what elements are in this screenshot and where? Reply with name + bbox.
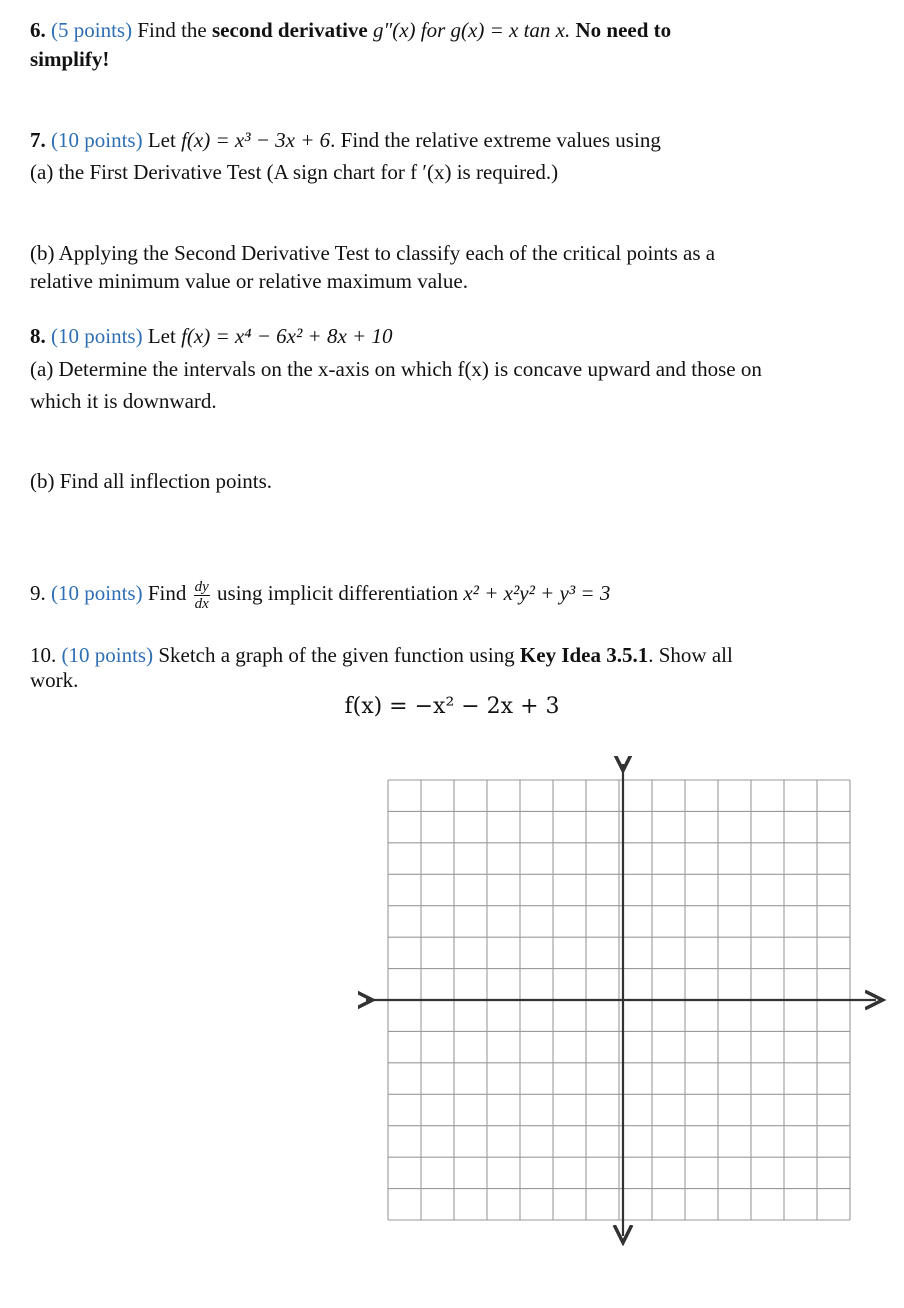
q10-text2: . Show all xyxy=(648,643,733,667)
q6-number: 6. xyxy=(30,18,46,42)
q8-function: f(x) = x⁴ − 6x² + 8x + 10 xyxy=(181,324,393,348)
q6-points: (5 points) xyxy=(51,18,133,42)
q9-find: Find xyxy=(147,581,187,605)
q10-function: f(x) = −x² − 2x + 3 xyxy=(344,694,560,719)
q9-frac-numerator: dy xyxy=(194,578,209,595)
q6-line1 xyxy=(30,18,671,42)
q8-points: (10 points) xyxy=(51,324,143,348)
q10-line1 xyxy=(30,643,733,667)
q7-points: (10 points) xyxy=(51,128,143,152)
q9-dy-dx-fraction xyxy=(194,579,210,612)
q10-points: (10 points) xyxy=(61,643,154,667)
coordinate-grid[interactable] xyxy=(358,756,888,1251)
q8-part-b: (b) Find all inflection points. xyxy=(30,469,273,493)
q7-part-a: (a) the First Derivative Test (A sign chart for f ′(x) is required.) xyxy=(30,160,559,184)
q9-equation: x² + x²y² + y³ = 3 xyxy=(463,581,611,605)
q7-rest: . Find the relative extreme values using xyxy=(330,128,661,152)
q6-expression: g″(x) for g(x) = x tan x. xyxy=(372,18,571,42)
q8-number: 8. xyxy=(30,324,46,348)
q7-part-b-line1: (b) Applying the Second Derivative Test to classify each of the critical points as a xyxy=(30,241,716,265)
q7-part-b-line2: relative minimum value or relative maximum value. xyxy=(30,269,468,293)
q10-work: work. xyxy=(30,668,79,692)
q6-simplify: simplify! xyxy=(30,47,110,71)
q10-key-idea: Key Idea 3.5.1 xyxy=(519,643,649,667)
q9-number: 9. xyxy=(30,581,46,605)
q9-line xyxy=(30,576,610,612)
q7-line1 xyxy=(30,128,661,152)
q8-let: Let xyxy=(147,324,176,348)
q8-part-a-line2: which it is downward. xyxy=(30,389,217,413)
q8-line1 xyxy=(30,324,392,348)
q6-no-need: No need to xyxy=(575,18,672,42)
q6-bold-second-derivative: second derivative xyxy=(212,18,368,42)
q9-frac-denominator: dx xyxy=(194,595,209,612)
grid-svg[interactable] xyxy=(358,756,888,1246)
q9-rest: using implicit differentiation xyxy=(217,581,459,605)
q7-let: Let xyxy=(147,128,176,152)
q7-function: f(x) = x³ − 3x + 6 xyxy=(181,128,331,152)
q10-number: 10. xyxy=(30,643,57,667)
q6-find: Find the xyxy=(137,18,207,42)
q10-text1: Sketch a graph of the given function using xyxy=(158,643,515,667)
q8-part-a-line1: (a) Determine the intervals on the x-axis on which f(x) is concave upward and those on xyxy=(30,357,762,381)
q7-number: 7. xyxy=(30,128,46,152)
q9-points: (10 points) xyxy=(51,581,143,605)
